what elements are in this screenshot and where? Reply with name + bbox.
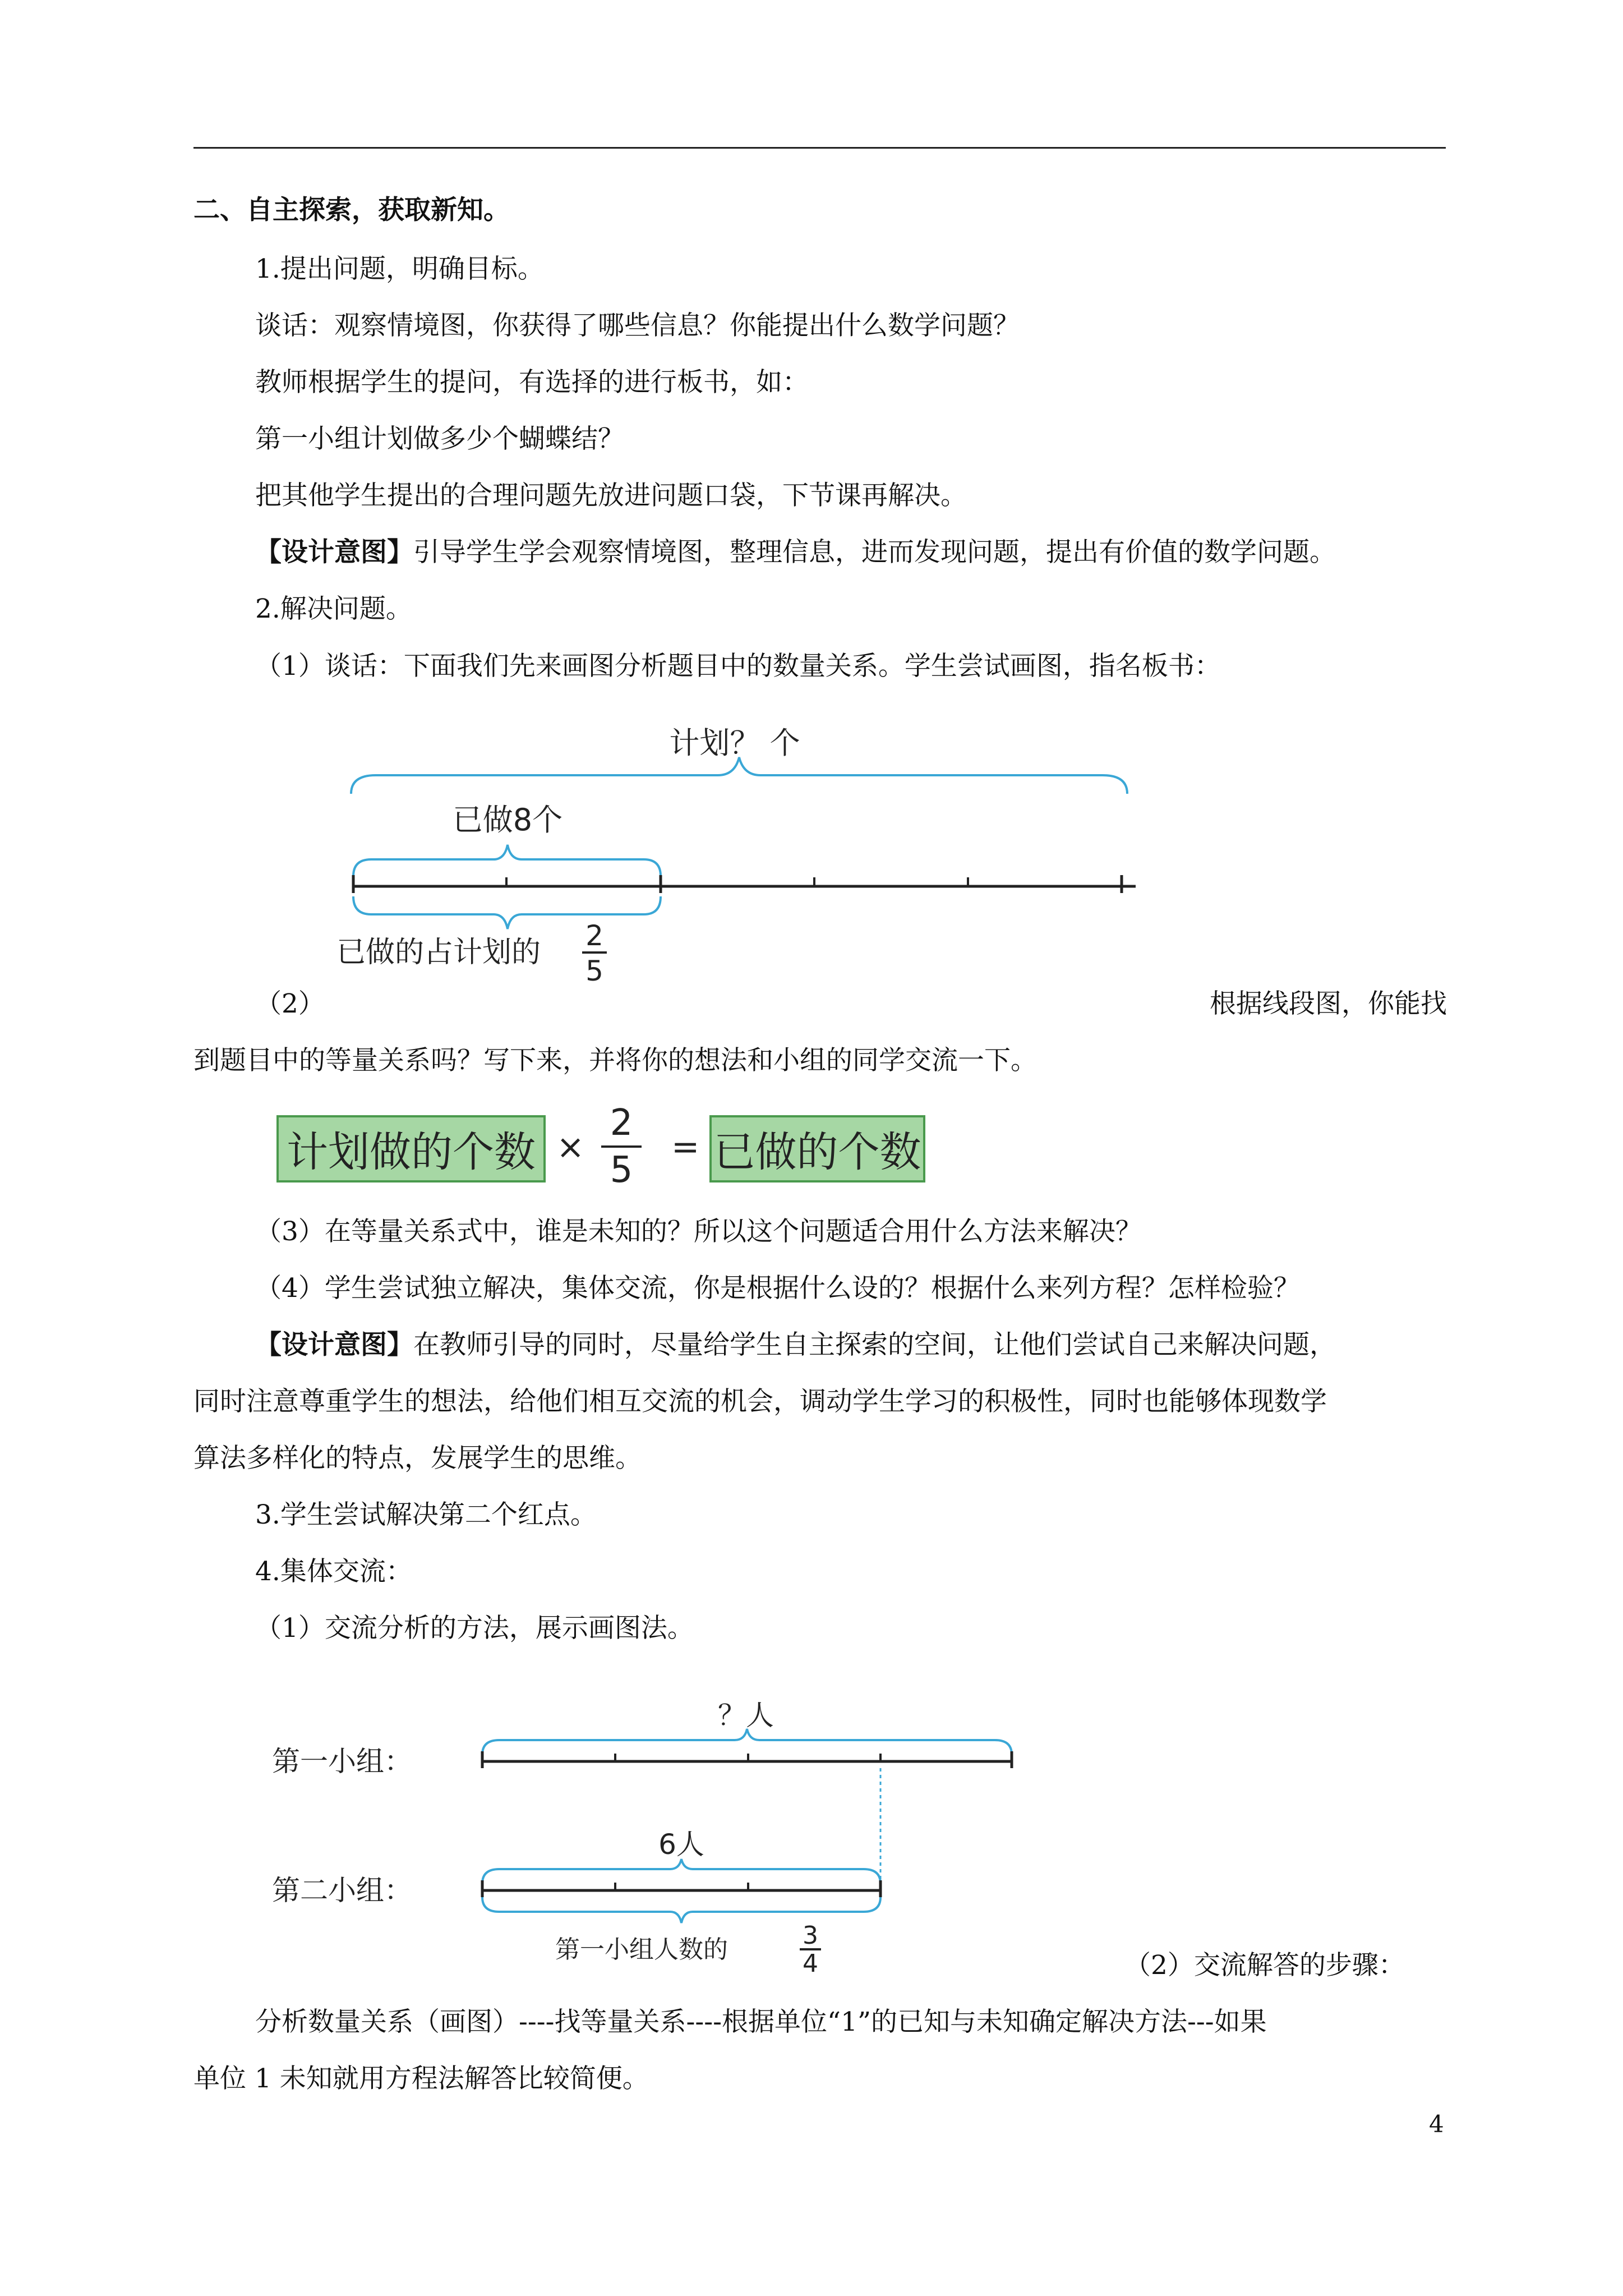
step-2-item-2-text: 根据线段图，你能找	[1210, 988, 1447, 1019]
done-fraction-label: 已做的占计划的	[336, 936, 541, 969]
step-4-paragraph-cont: 单位 1 未知就用方程法解答比较简便。	[193, 2063, 649, 2094]
equation-fraction	[601, 1101, 642, 1193]
design-intent-label: 【设计意图】	[255, 537, 413, 568]
segment-diagram-plan	[336, 718, 1144, 987]
group-2-fraction-label: 第一小组人数的	[555, 1935, 728, 1964]
plan-total-label: 计划？ 个	[669, 725, 800, 761]
equation-left-box: 计划做的个数	[276, 1115, 546, 1182]
equation-equals: =	[671, 1128, 700, 1167]
step-3: 3.学生尝试解决第二个红点。	[255, 1499, 597, 1530]
equation-times: ×	[556, 1128, 585, 1167]
design-intent-2-cont-1: 同时注意尊重学生的想法，给他们相互交流的机会，调动学生学习的积极性，同时也能够体现数学	[193, 1386, 1327, 1417]
design-intent-label: 【设计意图】	[255, 1329, 413, 1360]
step-2-title: 2.解决问题。	[255, 593, 412, 624]
step-2-item-1: （1）谈话：下面我们先来画图分析题目中的数量关系。学生尝试画图，指名板书：	[255, 651, 1221, 682]
section-heading: 二、自主探索，获取新知。	[193, 195, 510, 226]
step-1-title: 1.提出问题，明确目标。	[255, 254, 544, 284]
equation-denominator: 5	[610, 1149, 633, 1191]
page-number: 4	[1429, 2110, 1444, 2138]
group-2-label: 第二小组：	[272, 1874, 412, 1907]
fraction-denominator: 5	[585, 955, 603, 987]
step-2-item-2-cont: 到题目中的等量关系吗？写下来，并将你的想法和小组的同学交流一下。	[193, 1045, 1037, 1076]
step-2-item-4: （4）学生尝试独立解决，集体交流，你是根据什么设的？根据什么来列方程？怎样检验？	[255, 1273, 1300, 1304]
step-4-item-2: （2）交流解答的步骤：	[1124, 1950, 1405, 1981]
fraction-numerator: 2	[585, 919, 603, 952]
step-1-line-2: 教师根据学生的提问，有选择的进行板书，如：	[255, 367, 809, 398]
segment-diagram-groups	[264, 1688, 1049, 1980]
equation-numerator: 2	[610, 1102, 633, 1144]
design-intent-1	[255, 536, 1511, 569]
step-4-title: 4.集体交流：	[255, 1556, 412, 1587]
step-2-item-2-number: （2）	[255, 988, 325, 1019]
design-intent-text: 在教师引导的同时，尽量给学生自主探索的空间，让他们尝试自己来解决问题，	[413, 1329, 1336, 1360]
done-count-label: 已做8个	[452, 802, 563, 838]
step-4-paragraph: 分析数量关系（画图）----找等量关系----根据单位“1”的已知与未知确定解决方法---如果	[255, 2007, 1267, 2037]
group-fraction-denominator: 4	[803, 1949, 818, 1978]
step-1-line-4: 把其他学生提出的合理问题先放进问题口袋，下节课再解决。	[255, 480, 967, 511]
design-intent-2-cont-2: 算法多样化的特点，发展学生的思维。	[193, 1443, 642, 1474]
group-1-total-label: ？人	[718, 1699, 774, 1732]
group-fraction-numerator: 3	[803, 1921, 818, 1950]
group-1-label: 第一小组：	[272, 1745, 412, 1778]
header-rule	[193, 147, 1446, 149]
design-intent-text: 引导学生学会观察情境图，整理信息，进而发现问题，提出有价值的数学问题。	[413, 537, 1336, 568]
equation-right-box: 已做的个数	[709, 1115, 925, 1182]
step-1-line-3: 第一小组计划做多少个蝴蝶结？	[255, 424, 624, 454]
design-intent-2	[255, 1328, 1511, 1362]
step-1-line-1: 谈话：观察情境图，你获得了哪些信息？你能提出什么数学问题？	[255, 310, 1020, 341]
step-4-item-1: （1）交流分析的方法，展示画图法。	[255, 1613, 694, 1644]
step-2-item-3: （3）在等量关系式中，谁是未知的？所以这个问题适合用什么方法来解决？	[255, 1216, 1142, 1247]
group-2-count-label: 6人	[658, 1828, 704, 1861]
